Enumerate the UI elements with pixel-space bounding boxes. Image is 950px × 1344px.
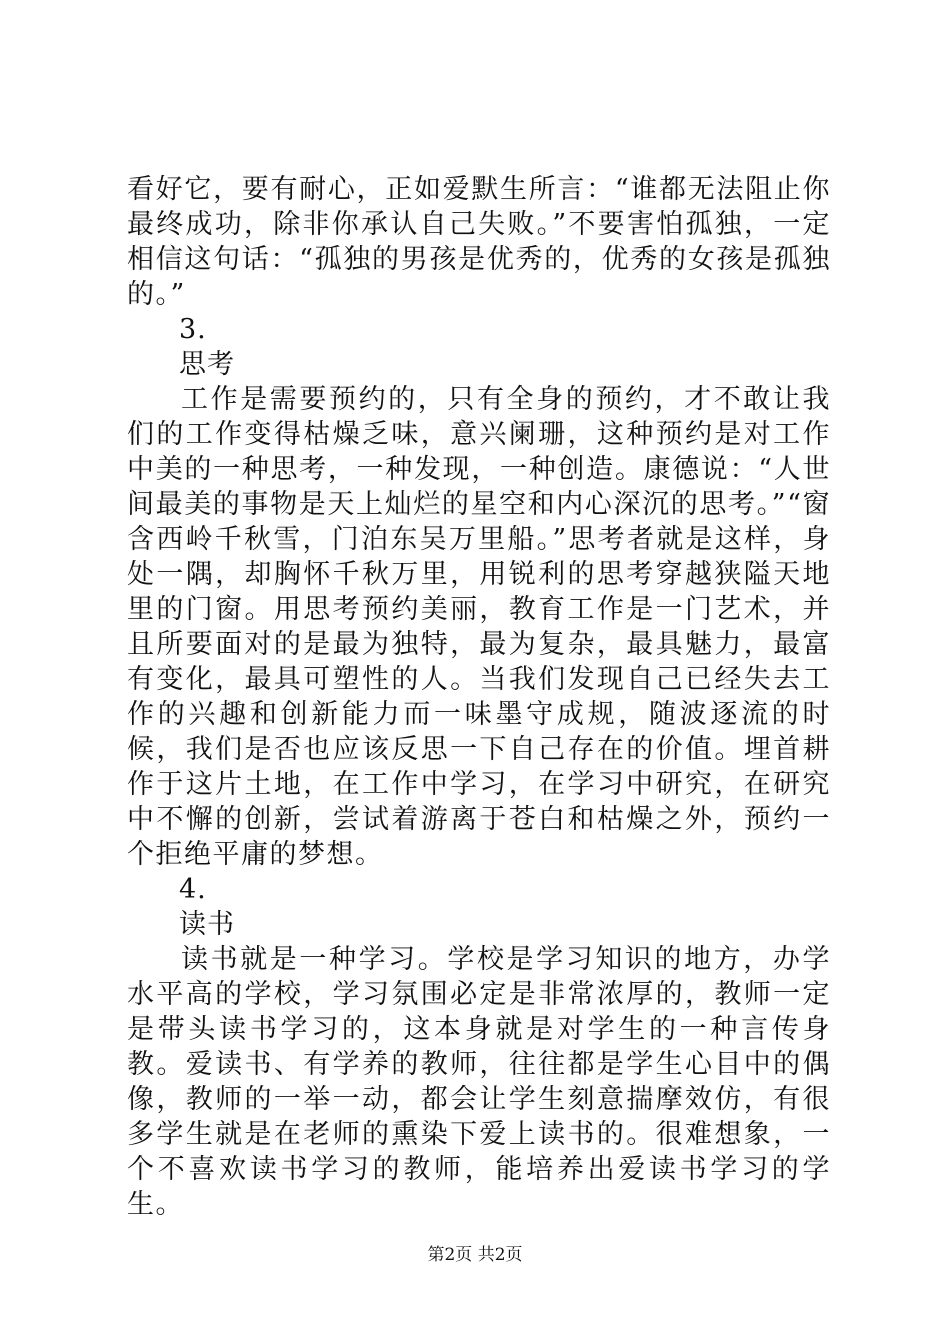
section-number: 4. <box>179 874 207 905</box>
section-title: 思考 <box>179 349 235 380</box>
section-body: 读书就是一种学习。学校是学习知识的地方，办学水平高的学校，学习氛围必定是非常浓厚的，教师一定是带头读书学习的，这本身就是对学生的一种言传身教。爱读书、有学养的教师，往往都是学生心目中的偶像，教师的一举一动，都会让学生刻意揣摩效仿，有很多学生就是在老师的熏染下爱上读书的。很难想象，一个不喜欢读书学习的教师，能培养出爱读书学习的学生。 <box>127 944 831 1220</box>
section-thinking <box>127 312 831 872</box>
section-body: 工作是需要预约的，只有全身的预约，才不敢让我们的工作变得枯燥乏味，意兴阑珊，这种预约是对工作中美的一种思考，一种发现，一种创造。康德说：“人世间最美的事物是天上灿烂的星空和内心深沉的思考。”“窗含西岭千秋雪，门泊东吴万里船。”思考者就是这样，身处一隅，却胸怀千秋万里，用锐利的思考穿越狭隘天地里的门窗。用思考预约美丽，教育工作是一门艺术，并且所要面对的是最为独特，最为复杂，最具魅力，最富有变化，最具可塑性的人。当我们发现自己已经失去工作的兴趣和创新能力而一味墨守成规，随波逐流的时候，我们是否也应该反思一下自己存在的价值。埋首耕作于这片土地，在工作中学习，在学习中研究，在研究中不懈的创新，尝试着游离于苍白和枯燥之外，预约一个拒绝平庸的梦想。 <box>127 384 831 870</box>
section-number: 3. <box>179 314 207 345</box>
page-footer: 第2页 共2页 <box>427 1245 523 1265</box>
section-reading <box>127 872 831 1222</box>
intro-paragraph: 看好它，要有耐心，正如爱默生所言：“谁都无法阻止你最终成功，除非你承认自己失败。”不要害怕孤独，一定相信这句话：“孤独的男孩是优秀的，优秀的女孩是孤独的。” <box>127 174 831 310</box>
document-body <box>127 172 831 1222</box>
section-title: 读书 <box>179 909 235 940</box>
